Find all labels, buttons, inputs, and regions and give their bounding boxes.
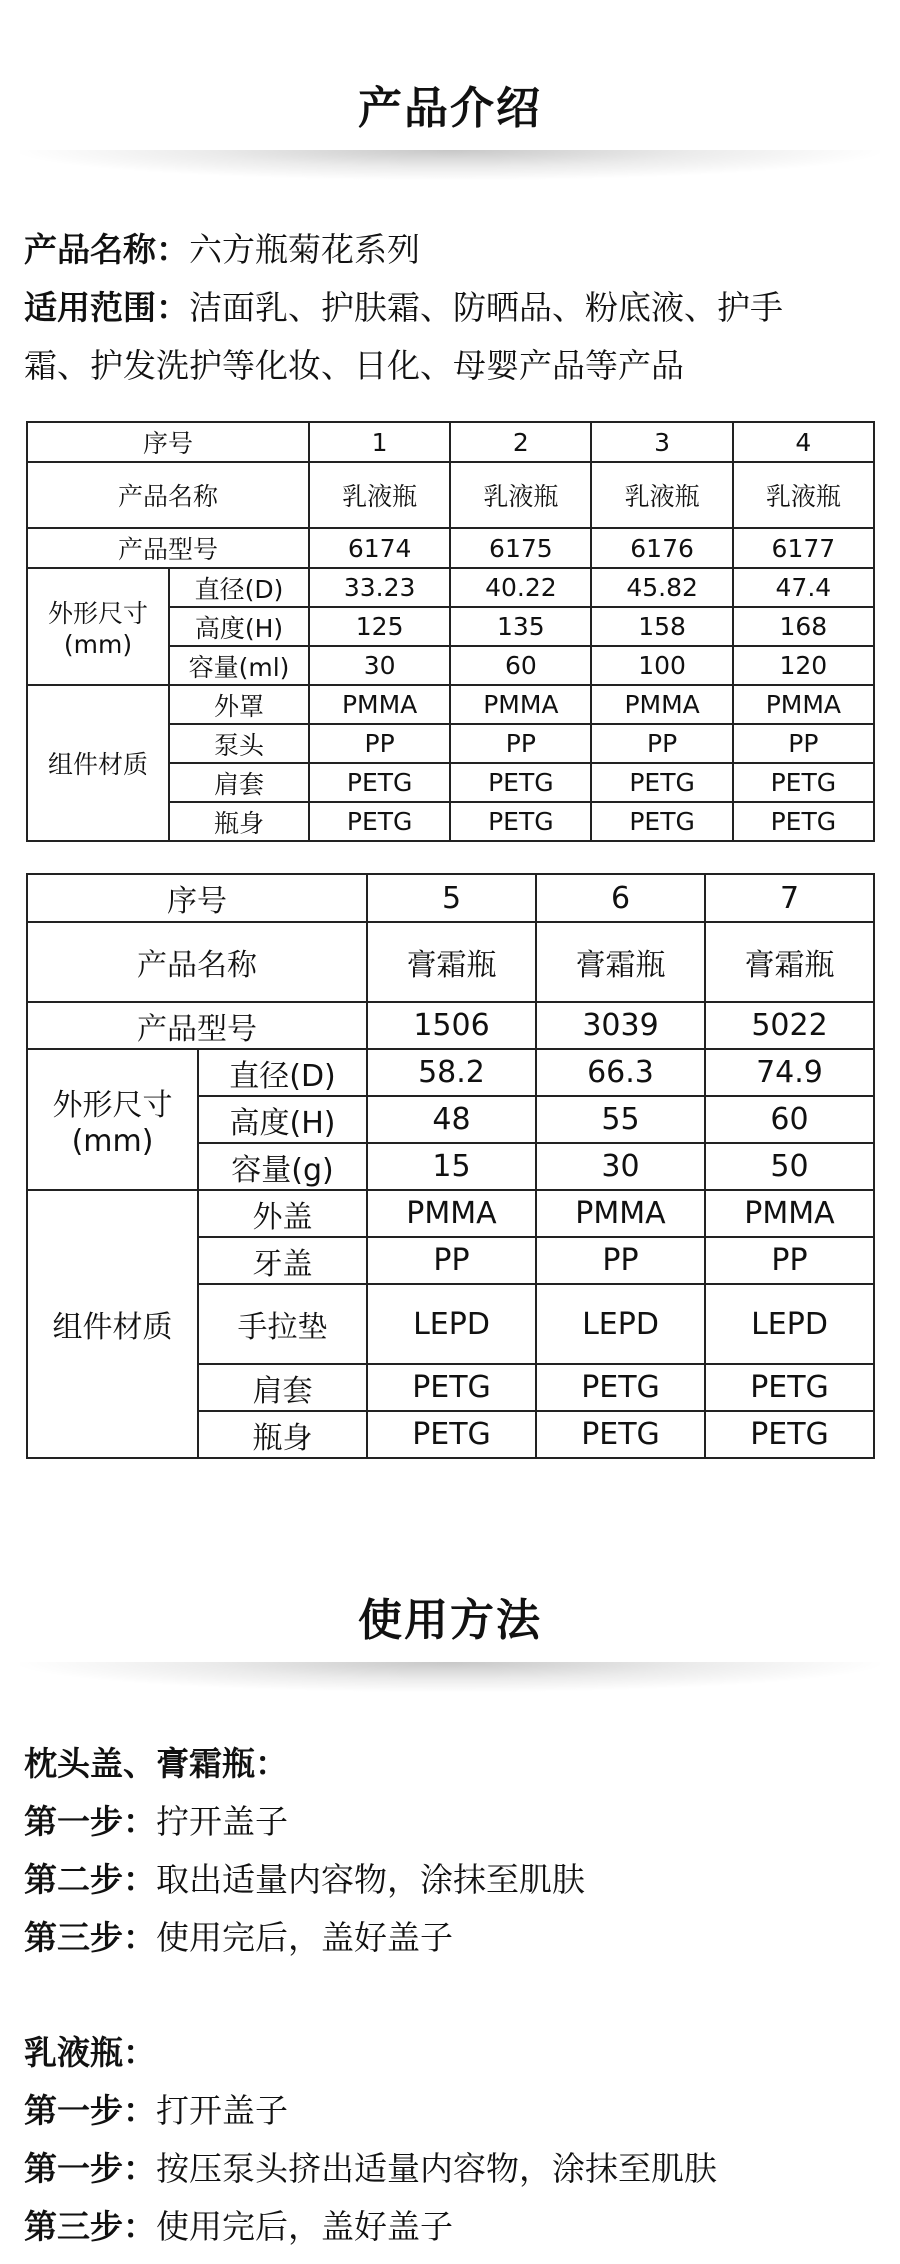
table-cell: 6177 (733, 528, 874, 568)
table-row (27, 874, 874, 922)
seq-header: 序号 (27, 874, 367, 922)
usage-heading: 乳液瓶： (24, 2033, 156, 2072)
table-cell: PP (591, 724, 732, 763)
table-cell: 66.3 (536, 1049, 705, 1096)
capacity-label: 容量(g) (198, 1143, 367, 1190)
usage-heading: 枕头盖、膏霜瓶： (24, 1744, 288, 1783)
table-cell: PETG (367, 1364, 536, 1411)
scope-line-2: 霜、护发洗护等化妆、日化、母婴产品等产品 (24, 346, 684, 385)
table-cell: 1 (309, 422, 450, 462)
table-cell: 135 (450, 607, 591, 646)
size-unit: (mm) (71, 1124, 154, 1159)
table-cell: PETG (450, 763, 591, 802)
table-cell: PETG (536, 1411, 705, 1458)
table-cell: 120 (733, 646, 874, 685)
part-label: 肩套 (198, 1364, 367, 1411)
table-cell: PMMA (367, 1190, 536, 1237)
spec-table-cream (26, 873, 875, 1459)
part-label: 外罩 (169, 685, 309, 724)
table-cell: 乳液瓶 (450, 462, 591, 528)
table-cell: PP (705, 1237, 874, 1284)
title-divider (20, 150, 880, 180)
table-cell: PP (733, 724, 874, 763)
part-label: 牙盖 (198, 1237, 367, 1284)
scope-value: 洁面乳、护肤霜、防晒品、粉底液、护手 (189, 288, 783, 327)
table-cell: 乳液瓶 (733, 462, 874, 528)
table-row (27, 922, 874, 1002)
product-name-line (24, 221, 884, 279)
table-cell: LEPD (536, 1284, 705, 1364)
table-cell: PP (536, 1237, 705, 1284)
table-cell: PMMA (705, 1190, 874, 1237)
scope-label: 适用范围： (24, 288, 189, 327)
usage-group-lotion (24, 2024, 884, 2256)
diameter-label: 直径(D) (169, 568, 309, 607)
material-header: 组件材质 (27, 1190, 198, 1458)
table-cell: PETG (733, 802, 874, 841)
table-cell: 6176 (591, 528, 732, 568)
size-label: 外形尺寸 (52, 1088, 173, 1123)
table-cell: 15 (367, 1143, 536, 1190)
table-row (27, 528, 874, 568)
table-cell: PETG (591, 802, 732, 841)
table-cell: PP (367, 1237, 536, 1284)
table-cell: PP (450, 724, 591, 763)
height-label: 高度(H) (169, 607, 309, 646)
part-label: 肩套 (169, 763, 309, 802)
usage-step: 第一步：拧开盖子 (24, 1802, 288, 1841)
scope-line-1 (24, 279, 884, 337)
table-row (27, 462, 874, 528)
table-cell: PMMA (591, 685, 732, 724)
name-header: 产品名称 (27, 462, 309, 528)
table-cell: 168 (733, 607, 874, 646)
table-cell: PETG (705, 1411, 874, 1458)
table-cell: PETG (309, 802, 450, 841)
size-header (27, 568, 169, 685)
height-label: 高度(H) (198, 1096, 367, 1143)
table-cell: 100 (591, 646, 732, 685)
table-cell: 158 (591, 607, 732, 646)
table-row (27, 685, 874, 724)
table-cell: 1506 (367, 1002, 536, 1049)
table-cell: PETG (705, 1364, 874, 1411)
table-cell: 5 (367, 874, 536, 922)
capacity-label: 容量(ml) (169, 646, 309, 685)
table-cell: 60 (450, 646, 591, 685)
table-cell: 74.9 (705, 1049, 874, 1096)
table-cell: PMMA (536, 1190, 705, 1237)
spec-table-lotion (26, 421, 875, 842)
table-cell: 58.2 (367, 1049, 536, 1096)
size-unit: (mm) (63, 630, 133, 659)
table-cell: 6175 (450, 528, 591, 568)
table-cell: 3039 (536, 1002, 705, 1049)
model-header: 产品型号 (27, 1002, 367, 1049)
table-row (27, 568, 874, 607)
usage-group-cream (24, 1735, 884, 1967)
table-cell: 乳液瓶 (309, 462, 450, 528)
part-label: 泵头 (169, 724, 309, 763)
table-cell: LEPD (367, 1284, 536, 1364)
table-cell: 7 (705, 874, 874, 922)
table-cell: PETG (591, 763, 732, 802)
usage-title: 使用方法 (358, 1595, 542, 1646)
table-cell: 4 (733, 422, 874, 462)
table-row (27, 1049, 874, 1096)
table-cell: 60 (705, 1096, 874, 1143)
name-header: 产品名称 (27, 922, 367, 1002)
table-cell: PETG (733, 763, 874, 802)
table-cell: 55 (536, 1096, 705, 1143)
table-cell: 3 (591, 422, 732, 462)
usage-step: 第一步：按压泵头挤出适量内容物，涂抹至肌肤 (24, 2149, 717, 2188)
size-header (27, 1049, 198, 1190)
table-cell: 6174 (309, 528, 450, 568)
table-cell: 50 (705, 1143, 874, 1190)
table-cell: 6 (536, 874, 705, 922)
table-cell: 5022 (705, 1002, 874, 1049)
table-cell: 乳液瓶 (591, 462, 732, 528)
material-header: 组件材质 (27, 685, 169, 841)
seq-header: 序号 (27, 422, 309, 462)
table-row (27, 422, 874, 462)
table-cell: 125 (309, 607, 450, 646)
usage-step: 第三步：使用完后，盖好盖子 (24, 2207, 453, 2246)
usage-step: 第一步：打开盖子 (24, 2091, 288, 2130)
product-name-value: 六方瓶菊花系列 (189, 230, 420, 269)
table-cell: 2 (450, 422, 591, 462)
table-cell: PETG (309, 763, 450, 802)
table-cell: 膏霜瓶 (536, 922, 705, 1002)
product-info (24, 221, 884, 395)
table-cell: LEPD (705, 1284, 874, 1364)
table-cell: PMMA (733, 685, 874, 724)
diameter-label: 直径(D) (198, 1049, 367, 1096)
table-cell: 48 (367, 1096, 536, 1143)
part-label: 瓶身 (198, 1411, 367, 1458)
table-cell: PP (309, 724, 450, 763)
table-cell: 40.22 (450, 568, 591, 607)
table-cell: PMMA (450, 685, 591, 724)
table-cell: 30 (309, 646, 450, 685)
table-cell: PETG (536, 1364, 705, 1411)
title-divider (20, 1662, 880, 1692)
usage-step: 第二步：取出适量内容物，涂抹至肌肤 (24, 1860, 585, 1899)
table-cell: 膏霜瓶 (705, 922, 874, 1002)
table-row (27, 1190, 874, 1237)
table-row (27, 1002, 874, 1049)
intro-title: 产品介绍 (358, 83, 542, 134)
product-name-label: 产品名称： (24, 230, 189, 269)
part-label: 外盖 (198, 1190, 367, 1237)
table-cell: 膏霜瓶 (367, 922, 536, 1002)
usage-step: 第三步：使用完后，盖好盖子 (24, 1918, 453, 1957)
table-cell: 45.82 (591, 568, 732, 607)
table-cell: 33.23 (309, 568, 450, 607)
table-cell: 47.4 (733, 568, 874, 607)
part-label: 瓶身 (169, 802, 309, 841)
table-cell: PMMA (309, 685, 450, 724)
part-label: 手拉垫 (198, 1284, 367, 1364)
model-header: 产品型号 (27, 528, 309, 568)
table-cell: 30 (536, 1143, 705, 1190)
size-label: 外形尺寸 (47, 599, 148, 628)
table-cell: PETG (367, 1411, 536, 1458)
table-cell: PETG (450, 802, 591, 841)
